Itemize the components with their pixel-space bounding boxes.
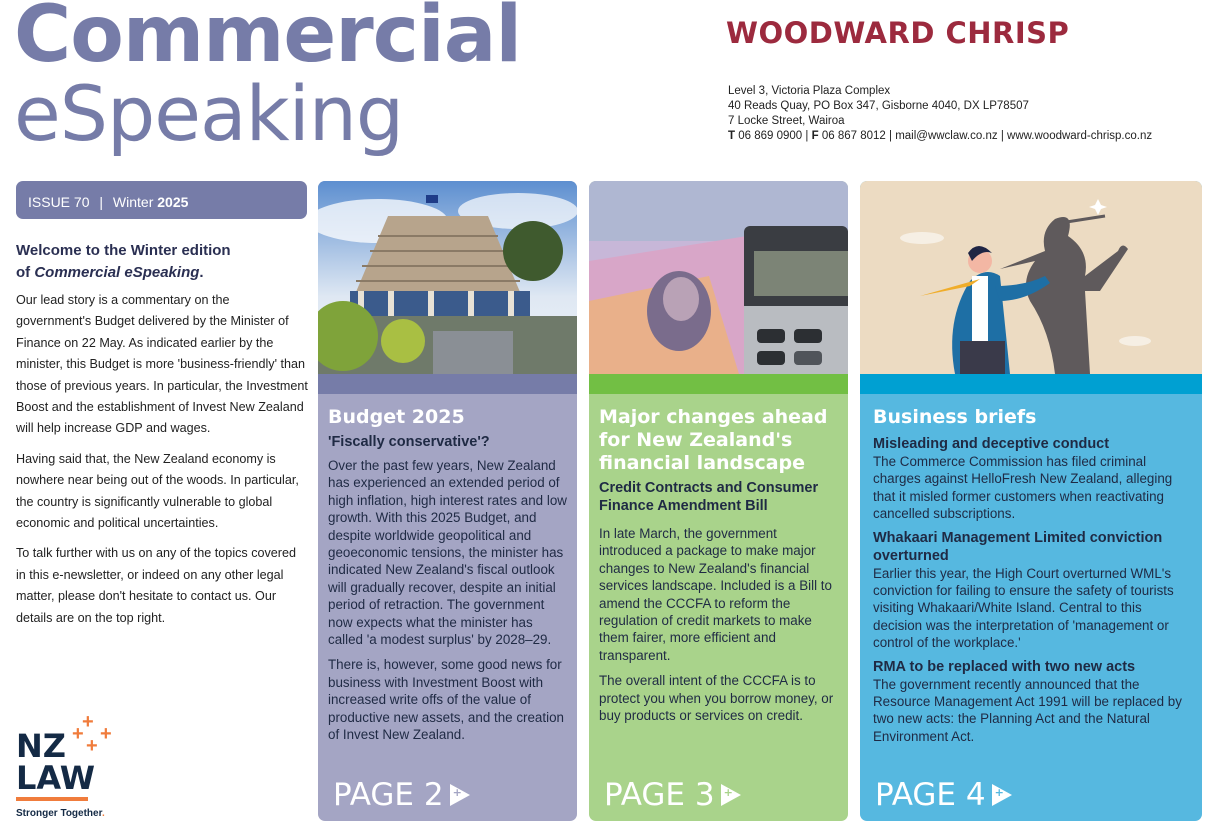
intro-paragraph: Having said that, the New Zealand economy is nowhere near being out of the woods. In particular, the country is significantly vulnerable to global economic and political uncertainties. (16, 451, 299, 531)
play-arrow-icon (450, 784, 470, 806)
fax-label: F (811, 130, 819, 142)
plus-icon: + (72, 723, 84, 745)
page-3-link[interactable] (604, 777, 741, 813)
separator: | (1000, 130, 1004, 142)
card-paragraph: Over the past few years, New Zealand has experienced an extended period of high inflation, high interest rates and low growth. With this 2025 Budget, and despite worldwide geopolitical and geoeconomic tensions, the minister has indicated New Zealand's fiscal outlook will gradually recover, despite an initial period of retraction. The government now expects what the minister has called 'a modest surplus' by 2028–29. (328, 458, 567, 648)
card-color-band (860, 374, 1202, 394)
issue-badge (16, 181, 307, 219)
card-title: Major changes ahead for New Zealand's financial landscape (599, 406, 828, 474)
separator: | (805, 130, 809, 142)
intro-paragraph: Our lead story is a commentary on the government's Budget delivered by the Minister of Finance on 22 May. As indicated earlier by the minister, this Budget is more 'business-friendly' than those of previous years. In particular, the Investment Boost and the establishment of Invest New Zealand will help increase GDP and wages. (16, 293, 308, 436)
play-arrow-icon (721, 784, 741, 806)
play-arrow-icon (992, 784, 1012, 806)
address-line: 40 Reads Quay, PO Box 347, Gisborne 4040, DX LP78507 (728, 100, 1029, 112)
article-card-budget[interactable] (318, 181, 577, 821)
firm-logo: WOODWARD CHRISP (726, 16, 1070, 50)
nz-law-logo (16, 712, 126, 822)
fax-number: 06 867 8012 (821, 130, 886, 142)
card-title: Business briefs (873, 406, 1037, 428)
card-title: Budget 2025 (328, 406, 465, 428)
firm-contact-details (728, 84, 1152, 144)
page-link-label: PAGE 3 (604, 777, 715, 813)
phone-number[interactable]: 06 869 0900 (738, 130, 803, 142)
card-paragraph: The overall intent of the CCCFA is to protect you when you borrow money, or buy products or services on credit. (599, 673, 834, 724)
beehive-photo (318, 181, 577, 374)
separator: | (888, 130, 892, 142)
intro-section (16, 240, 308, 638)
intro-paragraph: To talk further with us on any of the topics covered in this e-newsletter, or indeed on any other legal matter, please don't hesitate to contact us. Our details are on the top right. (16, 546, 297, 625)
website-link[interactable]: www.woodward-chrisp.co.nz (1007, 130, 1153, 142)
article-card-financial-landscape[interactable] (589, 181, 848, 821)
phone-label: T (728, 130, 736, 142)
card-body (589, 394, 848, 821)
brief-text: Earlier this year, the High Court overturned WML's conviction for failing to ensure the safety of tourists visiting Whakaari/White Island. Central to this decision was the interpretation of 'management or control of the workplace.' (873, 565, 1174, 651)
plus-icon: + (100, 723, 112, 745)
intro-heading-suffix: . (199, 264, 204, 281)
address-line: Level 3, Victoria Plaza Complex (728, 85, 891, 97)
page-link-label: PAGE 2 (333, 777, 444, 813)
article-card-business-briefs[interactable] (860, 181, 1202, 821)
brief-heading: RMA to be replaced with two new acts (873, 658, 1136, 675)
intro-heading-line1: Welcome to the Winter edition (16, 242, 231, 259)
separator: | (99, 194, 104, 210)
banknotes-calculator-photo (589, 181, 848, 374)
plus-icon: + (82, 711, 94, 733)
card-paragraph: In late March, the government introduced a package to make major changes to New Zealand's financial services landscape. Included is a Bill to amend the CCCFA to reform the regulation of credit markets to make them fairer, more efficient and transparent. (599, 526, 832, 663)
nz-law-text-law: LAW (16, 759, 96, 797)
brief-heading: Whakaari Management Limited conviction overturned (873, 529, 1163, 564)
card-color-band (318, 374, 577, 394)
nz-law-underline (16, 797, 88, 801)
page-2-link[interactable] (333, 777, 470, 813)
email-link[interactable]: mail@wwclaw.co.nz (895, 130, 998, 142)
issue-number: ISSUE 70 (28, 194, 90, 210)
newsletter-title-line1: Commercial (14, 0, 522, 80)
nz-law-text-nz: NZ (16, 727, 66, 765)
intro-heading-italic: Commercial eSpeaking (34, 264, 200, 281)
card-color-band (589, 374, 848, 394)
brief-text: The Commerce Commission has filed criminal charges against HelloFresh New Zealand, alleging that it misled former customers when reactivating cancelled subscriptions. (873, 454, 1173, 522)
card-paragraph: There is, however, some good news for business with Investment Boost with increased write offs of the value of productive new assets, and the creation of Invest New Zealand. (328, 657, 564, 743)
page-link-label: PAGE 4 (875, 777, 986, 813)
brief-text: The government recently announced that the Resource Management Act 1991 will be replaced by two new acts: the Planning Act and the Natural Environment Act. (873, 676, 1182, 744)
card-body (860, 394, 1202, 821)
intro-heading-prefix: of (16, 264, 35, 281)
card-subtitle: 'Fiscally conservative'? (328, 434, 490, 450)
page-4-link[interactable] (875, 777, 1012, 813)
pinocchio-shadow-illustration (860, 181, 1202, 374)
card-subtitle: Credit Contracts and Consumer Finance Amendment Bill (599, 480, 819, 514)
contact-line (728, 129, 1152, 144)
address-line: 7 Locke Street, Wairoa (728, 115, 845, 127)
card-body (318, 394, 577, 821)
nz-law-tagline: Stronger Together. (16, 808, 105, 819)
brief-heading: Misleading and deceptive conduct (873, 436, 1110, 452)
newsletter-title-line2: eSpeaking (14, 69, 404, 158)
issue-year: 2025 (157, 194, 189, 210)
plus-icon: + (86, 735, 98, 757)
issue-season: Winter (112, 194, 154, 210)
intro-heading (16, 240, 308, 284)
